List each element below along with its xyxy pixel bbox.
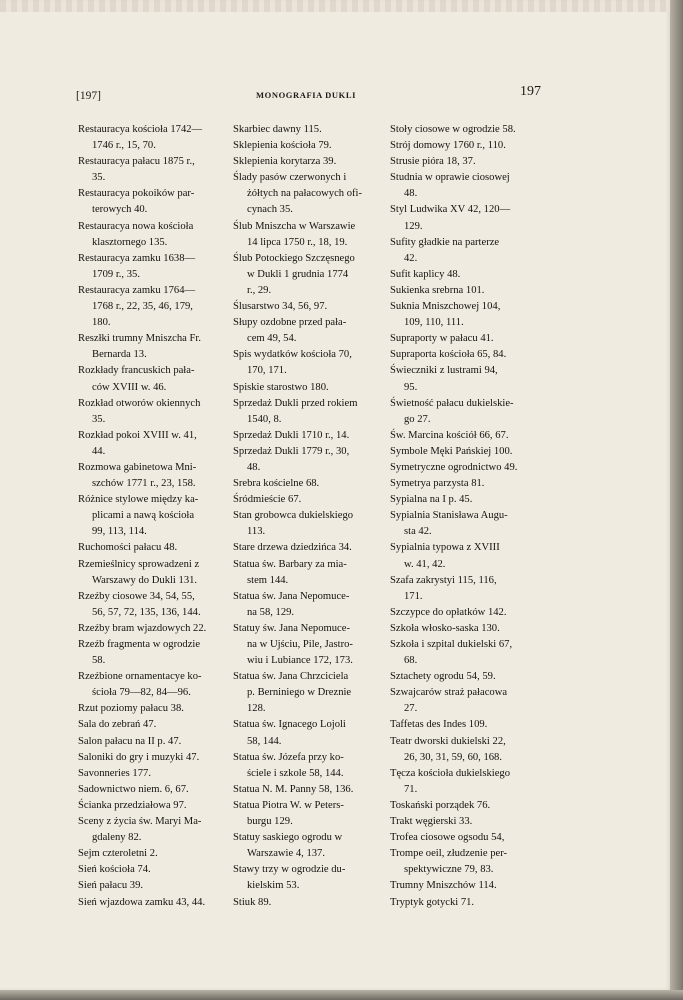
index-entry-line: Szkoła i szpital dukielski 67,	[390, 639, 513, 650]
index-entry-line: Stawy trzy w ogrodzie du-	[233, 864, 346, 876]
index-entry-continuation: 1709 r., 35.	[92, 268, 140, 280]
index-entry	[390, 492, 545, 508]
index-entry	[233, 299, 385, 315]
index-entry	[390, 685, 545, 717]
index-entry	[78, 331, 230, 363]
index-entry-continuation: 44.	[92, 445, 106, 457]
index-entry-continuation: gdaleny 82.	[92, 832, 142, 844]
index-entry-continuation: 27.	[404, 703, 418, 715]
index-entry-line: Ślady pasów czerwonych i	[233, 172, 347, 184]
index-entry	[78, 814, 230, 846]
index-entry-line: Sypialnia Stanisława Augu-	[390, 510, 508, 522]
index-entry	[233, 444, 385, 476]
index-entry	[390, 122, 545, 138]
index-entry-line: Spiskie starostwo 180.	[233, 381, 329, 393]
index-entry	[78, 540, 230, 556]
index-entry	[233, 782, 385, 798]
index-entry	[78, 669, 230, 701]
index-entry	[233, 476, 385, 492]
index-entry-continuation: żółtych na pałacowych ofi-	[247, 188, 363, 200]
index-entry	[233, 862, 385, 894]
index-entry-line: Trompe oeil, złudzenie per-	[390, 848, 508, 860]
index-entry-continuation: 180.	[92, 317, 111, 329]
index-entry-continuation: 99, 113, 114.	[92, 526, 147, 538]
index-entry-continuation: 58, 144.	[247, 735, 282, 747]
running-header	[76, 84, 541, 104]
index-entry	[390, 734, 545, 766]
index-entry-line: Toskański porządek 76.	[390, 799, 491, 811]
index-entry-continuation: 170, 171.	[247, 365, 287, 377]
index-entry-continuation: Warszawy do Dukli 131.	[92, 574, 198, 586]
index-entry-continuation: 58.	[92, 655, 106, 667]
index-entry-continuation: szchów 1771 r., 23, 158.	[92, 478, 196, 490]
index-entry	[233, 170, 385, 218]
index-entry	[78, 862, 230, 878]
index-entry-line: Sprzedaż Dukli przed rokiem	[233, 397, 358, 409]
index-entry-line: Sadownictwo niem. 6, 67.	[78, 783, 189, 795]
index-entry-line: Taffetas des Indes 109.	[390, 719, 488, 731]
index-entry-line: Strój domowy 1760 r., 110.	[390, 140, 506, 152]
index-entry	[78, 621, 230, 637]
index-entry-line: Restauracya pokoików par-	[78, 188, 195, 200]
index-entry-line: Restauracya kościoła 1742—	[78, 124, 203, 135]
index-entry	[390, 428, 545, 444]
index-entry-line: Spis wydatków kościoła 70,	[233, 349, 352, 361]
index-entry	[390, 138, 545, 154]
index-entry	[390, 717, 545, 733]
index-entry	[390, 331, 545, 347]
index-entry	[390, 154, 545, 170]
index-entry	[78, 589, 230, 621]
index-entry-line: Statua Piotra W. w Peters-	[233, 799, 344, 811]
index-entry	[390, 476, 545, 492]
index-entry	[390, 766, 545, 798]
index-entry-line: Rzeźb fragmenta w ogrodzie	[78, 639, 201, 650]
index-entry-line: Sień pałacu 39.	[78, 880, 144, 892]
index-entry-continuation: Warszawie 4, 137.	[247, 848, 325, 860]
index-entry	[233, 621, 385, 669]
index-entry	[78, 396, 230, 428]
index-entry-line: Rozkład otworów okiennych	[78, 397, 201, 409]
index-entry	[390, 814, 545, 830]
index-entry-line: Rzemieślnicy sprowadzeni z	[78, 558, 200, 570]
index-entry-line: Styl Ludwika XV 42, 120—	[390, 204, 511, 216]
index-entry	[78, 219, 230, 251]
index-entry-continuation: terowych 40.	[92, 204, 148, 216]
index-entry-continuation: 1768 r., 22, 35, 46, 179,	[92, 301, 193, 313]
index-column-3	[390, 122, 545, 911]
index-entry-continuation: cynach 35.	[247, 204, 293, 216]
index-entry-continuation: na w Ujściu, Pile, Jastro-	[247, 639, 353, 650]
index-entry-line: Sprzedaż Dukli 1779 r., 30,	[233, 445, 350, 457]
index-entry-line: Supraporta kościoła 65, 84.	[390, 349, 507, 361]
index-entry-line: Teatr dworski dukielski 22,	[390, 735, 506, 747]
index-entry-continuation: 1746 r., 15, 70.	[92, 140, 156, 152]
index-entry-line: Savonneries 177.	[78, 767, 151, 779]
index-entry	[390, 878, 545, 894]
index-entry	[78, 492, 230, 540]
index-entry	[233, 122, 385, 138]
index-entry	[390, 637, 545, 669]
page-number: 197	[520, 84, 541, 99]
index-entry-continuation: 171.	[404, 590, 423, 602]
index-entry	[78, 557, 230, 589]
index-entry	[233, 798, 385, 830]
index-entry-line: Szwajcarów straż pałacowa	[390, 687, 508, 699]
index-entry-line: Świeczniki z lustrami 94,	[390, 365, 498, 377]
index-entry	[78, 734, 230, 750]
index-entry-continuation: ścioła 79—82, 84—96.	[92, 687, 191, 699]
index-entry-line: Statua św. Jana Chrzciciela	[233, 671, 349, 683]
index-entry	[233, 347, 385, 379]
index-entry	[78, 750, 230, 766]
index-entry	[233, 138, 385, 154]
index-entry-continuation: 26, 30, 31, 59, 60, 168.	[404, 751, 502, 763]
index-entry-line: Skarbiec dawny 115.	[233, 124, 322, 135]
index-entry-line: Szkoła włosko-saska 130.	[390, 622, 500, 634]
page-right-edge	[670, 0, 683, 1000]
index-entry-continuation: w Dukli 1 grudnia 1774	[247, 268, 349, 280]
index-entry	[390, 444, 545, 460]
index-entry	[390, 669, 545, 685]
index-entry	[390, 508, 545, 540]
index-entry-line: Trumny Mniszchów 114.	[390, 880, 497, 892]
index-entry	[78, 363, 230, 395]
index-entry	[233, 251, 385, 299]
index-entry-continuation: 68.	[404, 655, 418, 667]
index-entry	[233, 492, 385, 508]
index-entry-continuation: go 27.	[404, 413, 431, 425]
index-entry	[78, 766, 230, 782]
index-entry-continuation: spektywiczne 79, 83.	[404, 864, 494, 876]
index-entry-continuation: 14 lipca 1750 r., 18, 19.	[247, 236, 348, 248]
index-entry-line: Sklepienia korytarza 39.	[233, 156, 337, 168]
index-entry	[390, 573, 545, 605]
index-entry-continuation: cem 49, 54.	[247, 333, 297, 345]
index-entry	[390, 396, 545, 428]
index-entry	[233, 396, 385, 428]
index-entry-line: Słupy ozdobne przed pała-	[233, 317, 347, 329]
index-entry	[390, 235, 545, 267]
index-entry-continuation: 129.	[404, 220, 423, 232]
index-entry-line: Św. Marcina kościół 66, 67.	[390, 429, 509, 441]
index-entry-line: Restauracya pałacu 1875 r.,	[78, 156, 195, 168]
index-entry-continuation: 95.	[404, 381, 418, 393]
index-entry	[78, 428, 230, 460]
index-entry-continuation: Bernarda 13.	[92, 349, 147, 361]
index-entry	[390, 202, 545, 234]
index-entry-line: Trakt węgierski 33.	[390, 816, 473, 828]
index-entry-line: Sejm czteroletni 2.	[78, 848, 158, 860]
index-entry-line: Statua św. Ignacego Lojoli	[233, 719, 346, 731]
index-entry-line: Statua N. M. Panny 58, 136.	[233, 783, 354, 795]
index-entry-line: Symetryczne ogrodnictwo 49.	[390, 461, 518, 473]
index-entry-continuation: r., 29.	[247, 284, 272, 296]
index-entry-line: Sień kościoła 74.	[78, 864, 151, 876]
index-entry-line: Stare drzewa dziedzińca 34.	[233, 542, 352, 554]
index-entry-line: Sypialnia typowa z XVIII	[390, 542, 500, 554]
index-entry-line: Restauracya nowa kościoła	[78, 220, 194, 232]
index-entry-line: Sukienka srebrna 101.	[390, 284, 485, 296]
index-entry-line: Rzut poziomy pałacu 38.	[78, 703, 184, 715]
index-entry-line: Symbole Męki Pańskiej 100.	[390, 445, 513, 457]
index-entry	[233, 669, 385, 717]
index-entry	[390, 299, 545, 331]
index-column-2	[233, 122, 385, 911]
index-entry	[390, 540, 545, 572]
index-entry	[78, 717, 230, 733]
index-entry-line: Suknia Mniszchowej 104,	[390, 301, 501, 313]
index-entry	[390, 460, 545, 476]
index-entry-line: Rzeźby ciosowe 34, 54, 55,	[78, 590, 195, 602]
index-entry-line: Stiuk 89.	[233, 896, 272, 908]
index-entry-line: Strusie pióra 18, 37.	[390, 156, 476, 168]
index-entry-line: Rzeźby bram wjazdowych 22.	[78, 622, 207, 634]
index-entry-line: Rozkłady francuskich pała-	[78, 365, 195, 377]
index-entry-line: Stoły ciosowe w ogrodzie 58.	[390, 124, 516, 135]
index-entry	[390, 283, 545, 299]
index-entry-continuation: 35.	[92, 172, 106, 184]
index-entry-line: Ślusarstwo 34, 56, 97.	[233, 301, 328, 313]
index-entry-continuation: w. 41, 42.	[404, 558, 446, 570]
index-entry	[233, 154, 385, 170]
index-entry-line: Szafa zakrystyi 115, 116,	[390, 574, 497, 586]
index-entry-line: Stan grobowca dukielskiego	[233, 510, 354, 522]
index-entry-continuation: sta 42.	[404, 526, 432, 538]
index-entry-line: Rozkład pokoi XVIII w. 41,	[78, 429, 197, 441]
index-entry-line: Statuy saskiego ogrodu w	[233, 832, 343, 844]
index-entry-continuation: wiu i Lubiance 172, 173.	[247, 655, 353, 667]
index-entry	[233, 380, 385, 396]
index-entry	[78, 782, 230, 798]
index-entry-line: Ścianka przedziałowa 97.	[78, 799, 187, 811]
index-entry	[233, 895, 385, 911]
index-entry	[78, 878, 230, 894]
index-entry-line: Salon pałacu na II p. 47.	[78, 735, 182, 747]
index-entry-line: Sala do zebrań 47.	[78, 719, 157, 731]
index-entry-continuation: na 58, 129.	[247, 606, 295, 618]
index-entry	[390, 347, 545, 363]
index-entry	[78, 637, 230, 669]
index-entry	[390, 895, 545, 911]
index-entry-continuation: kielskim 53.	[247, 880, 300, 892]
index-entry-line: Restauracya zamku 1764—	[78, 284, 196, 296]
index-entry-line: Tęcza kościoła dukielskiego	[390, 767, 511, 779]
index-entry-line: Statua św. Jana Nepomuce-	[233, 590, 350, 602]
index-entry-line: Różnice stylowe między ka-	[78, 494, 199, 506]
index-entry	[78, 701, 230, 717]
index-entry-continuation: 1540, 8.	[247, 413, 282, 425]
index-entry-line: Restauracya zamku 1638—	[78, 252, 196, 264]
index-entry-line: Sufit kaplicy 48.	[390, 268, 461, 280]
index-entry	[390, 830, 545, 846]
index-entry-line: Świetność pałacu dukielskie-	[390, 397, 514, 409]
index-entry-line: Statua św. Barbary za mia-	[233, 558, 347, 570]
index-entry	[390, 621, 545, 637]
index-entry	[390, 363, 545, 395]
index-entry	[233, 830, 385, 862]
index-entry-line: Sztachety ogrodu 54, 59.	[390, 671, 496, 683]
index-entry-line: Ślub Mniszcha w Warszawie	[233, 220, 356, 232]
index-entry-continuation: 113.	[247, 526, 266, 538]
index-entry-line: Rzeźbione ornamentacye ko-	[78, 671, 202, 683]
index-entry-continuation: burgu 129.	[247, 816, 293, 828]
index-entry-continuation: plicami a nawą kościoła	[92, 510, 195, 522]
index-entry-line: Studnia w oprawie ciosowej	[390, 172, 510, 184]
index-entry	[233, 717, 385, 749]
index-entry	[233, 219, 385, 251]
index-entry-line: Śródmieście 67.	[233, 494, 302, 506]
index-entry-line: Sień wjazdowa zamku 43, 44.	[78, 896, 206, 908]
index-entry-continuation: 35.	[92, 413, 106, 425]
index-entry	[233, 508, 385, 540]
index-entry	[233, 428, 385, 444]
index-entry-line: Szczypce do opłatków 142.	[390, 606, 507, 618]
index-entry	[78, 122, 230, 154]
index-entry-continuation: stem 144.	[247, 574, 289, 586]
index-entry-line: Saloniki do gry i muzyki 47.	[78, 751, 200, 763]
header-bracket-page: [197]	[76, 90, 101, 102]
index-entry-continuation: ściele i szkole 58, 144.	[247, 767, 344, 779]
index-entry-continuation: 71.	[404, 783, 418, 795]
index-entry-line: Ślub Potockiego Szczęsnego	[233, 252, 355, 264]
index-entry-line: Statua św. Józefa przy ko-	[233, 751, 344, 763]
index-entry	[78, 283, 230, 331]
index-entry-line: Sprzedaż Dukli 1710 r., 14.	[233, 429, 350, 441]
index-entry	[390, 605, 545, 621]
index-entry-line: Trofea ciosowe ogsodu 54,	[390, 832, 505, 844]
index-entry-continuation: 42.	[404, 252, 418, 264]
index-entry	[390, 267, 545, 283]
page-bottom-edge	[0, 990, 683, 1000]
index-column-1	[78, 122, 230, 911]
index-entry	[78, 895, 230, 911]
index-entry-line: Reszłki trumny Mniszcha Fr.	[78, 333, 201, 345]
index-entry	[233, 540, 385, 556]
index-entry	[78, 460, 230, 492]
index-entry	[78, 846, 230, 862]
index-entry	[78, 154, 230, 186]
index-entry	[390, 170, 545, 202]
page-top-edge	[0, 0, 670, 12]
index-entry	[233, 557, 385, 589]
header-title: MONOGRAFIA DUKLI	[256, 90, 357, 100]
index-entry	[78, 186, 230, 218]
index-entry-continuation: p. Berniniego w Dreznie	[247, 687, 352, 699]
index-entry-line: Symetrya parzysta 81.	[390, 478, 485, 490]
index-entry-line: Srebra kościelne 68.	[233, 478, 320, 490]
index-entry-line: Ruchomości pałacu 48.	[78, 542, 178, 554]
index-entry-continuation: 56, 57, 72, 135, 136, 144.	[92, 606, 201, 618]
index-entry-continuation: ców XVIII w. 46.	[92, 381, 167, 393]
index-entry-line: Sklepienia kościoła 79.	[233, 140, 332, 152]
index-entry-continuation: 109, 110, 111.	[404, 317, 464, 329]
index-entry	[233, 315, 385, 347]
index-entry-line: Sypialna na I p. 45.	[390, 494, 473, 506]
index-entry	[78, 251, 230, 283]
index-entry-line: Rozmowa gabinetowa Mni-	[78, 461, 197, 473]
index-entry-continuation: 48.	[247, 461, 261, 473]
index-entry	[390, 798, 545, 814]
index-entry-line: Sceny z życia św. Maryi Ma-	[78, 816, 202, 828]
index-entry	[390, 846, 545, 878]
index-entry-continuation: klasztornego 135.	[92, 236, 168, 248]
index-entry-line: Statuy św. Jana Nepomuce-	[233, 622, 350, 634]
index-entry-line: Sufity gładkie na parterze	[390, 236, 500, 248]
index-entry	[233, 589, 385, 621]
index-entry-line: Supraporty w pałacu 41.	[390, 333, 494, 345]
index-entry-continuation: 48.	[404, 188, 418, 200]
index-entry-continuation: 128.	[247, 703, 266, 715]
index-entry	[233, 750, 385, 782]
index-entry-line: Tryptyk gotycki 71.	[390, 896, 475, 908]
index-entry	[78, 798, 230, 814]
